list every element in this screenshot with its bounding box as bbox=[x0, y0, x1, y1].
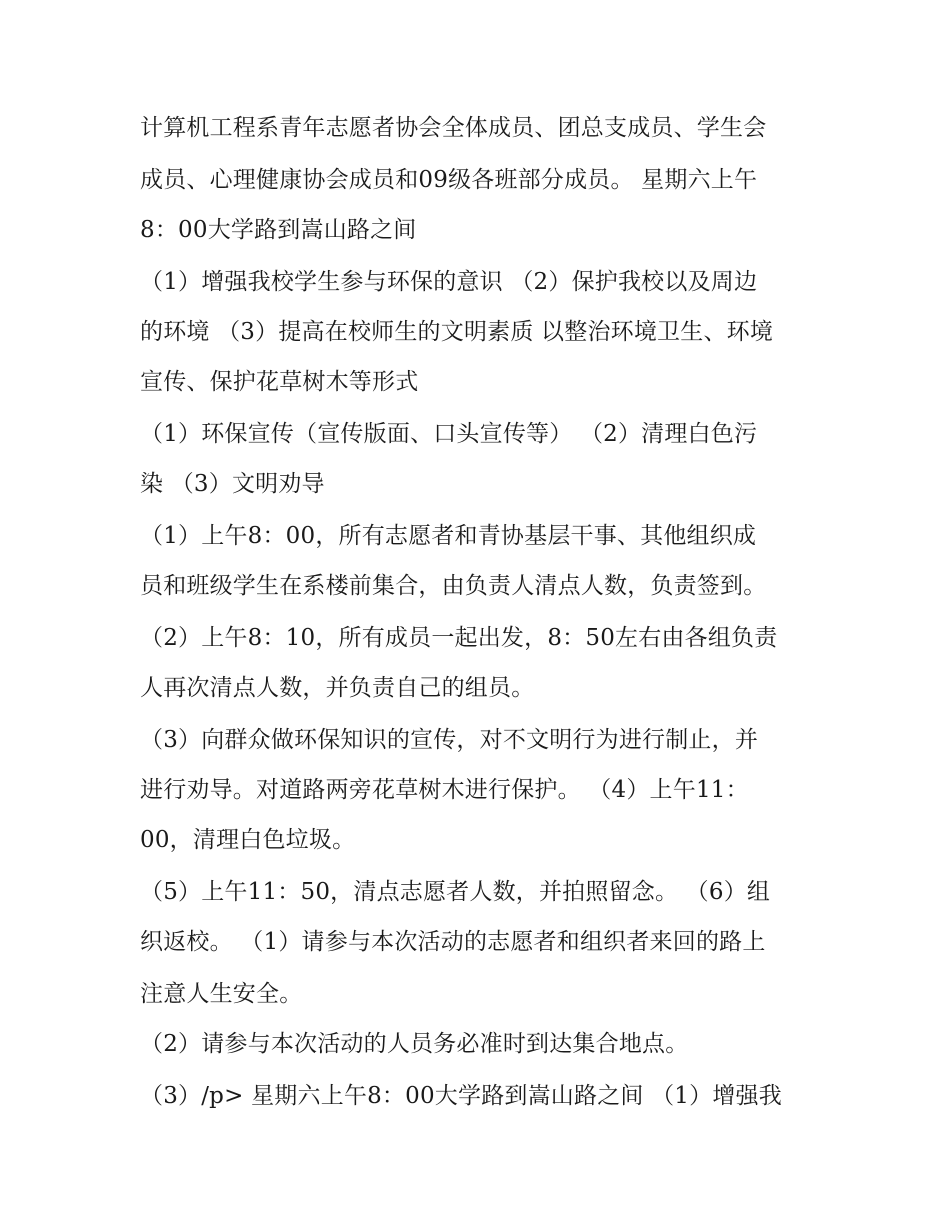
text-line: （1）上午8：00，所有志愿者和青协基层干事、其他组织成 bbox=[140, 523, 757, 549]
text-line: 织返校。 （1）请参与本次活动的志愿者和组织者来回的路上 bbox=[140, 929, 766, 955]
text-line: （2）上午8：10，所有成员一起出发，8：50左右由各组负责 bbox=[140, 625, 778, 651]
text-line: 宣传、保护花草树木等形式 bbox=[140, 369, 419, 395]
text-line: 的环境 （3）提高在校师生的文明素质 以整治环境卫生、环境 bbox=[140, 319, 774, 345]
text-line: 染 （3）文明劝导 bbox=[140, 471, 325, 497]
text-line: 计算机工程系青年志愿者协会全体成员、团总支成员、学生会 bbox=[140, 115, 767, 141]
text-line: 8：00大学路到嵩山路之间 bbox=[140, 217, 417, 243]
text-line: 员和班级学生在系楼前集合，由负责人清点人数，负责签到。 bbox=[140, 573, 767, 599]
text-line: （2）请参与本次活动的人员务必准时到达集合地点。 bbox=[140, 1031, 689, 1057]
text-line: 进行劝导。对道路两旁花草树木进行保护。 （4）上午11： bbox=[140, 777, 749, 803]
text-line: （5）上午11：50，清点志愿者人数，并拍照留念。 （6）组 bbox=[140, 879, 771, 905]
text-line: 人再次清点人数，并负责自己的组员。 bbox=[140, 675, 535, 701]
text-line: （1）环保宣传（宣传版面、口头宣传等） （2）清理白色污 bbox=[140, 421, 758, 447]
text-line: 注意人生安全。 bbox=[140, 981, 303, 1007]
text-line: （3）向群众做环保知识的宣传，对不文明行为进行制止，并 bbox=[140, 727, 759, 753]
text-line: 成员、心理健康协会成员和09级各班部分成员。 星期六上午 bbox=[140, 167, 758, 193]
text-line: 00，清理白色垃圾。 bbox=[140, 827, 356, 853]
text-line: （1）增强我校学生参与环保的意识 （2）保护我校以及周边 bbox=[140, 269, 758, 295]
text-line: （3）/p> 星期六上午8：00大学路到嵩山路之间 （1）增强我 bbox=[140, 1083, 782, 1109]
